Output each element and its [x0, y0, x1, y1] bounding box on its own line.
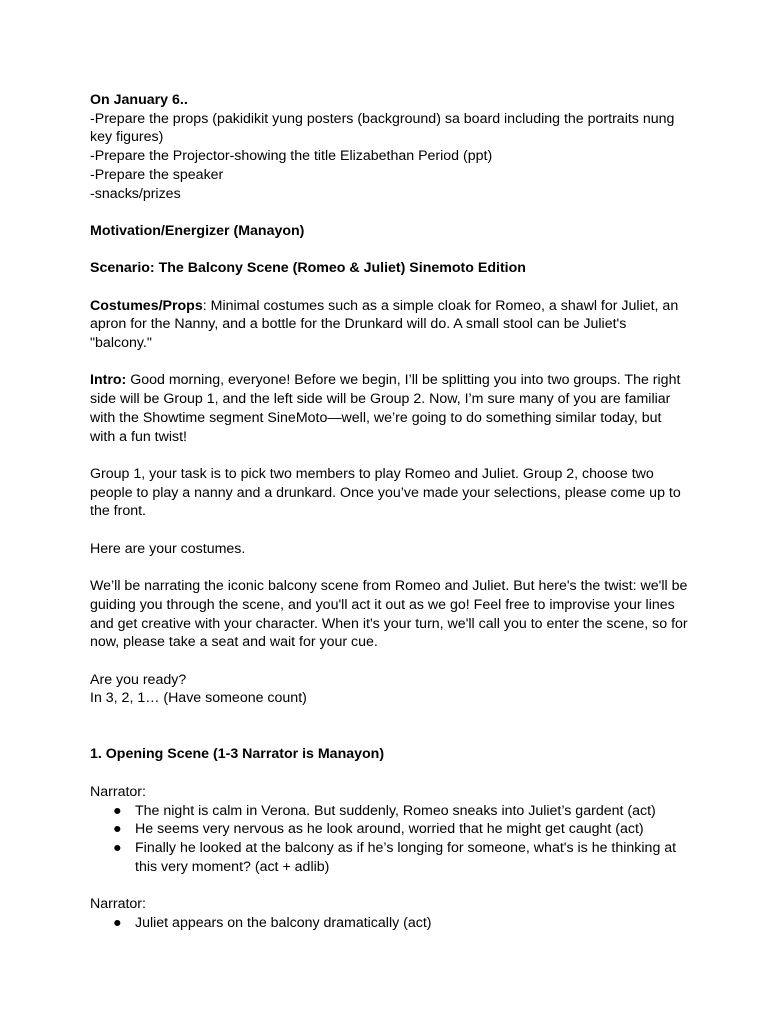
costumes-label: Costumes/Props [90, 297, 203, 314]
bullet-icon: ● [113, 802, 122, 819]
intro-paragraph [90, 371, 690, 446]
narrator-label-2: Narrator: [90, 896, 146, 913]
intro-text: Good morning, everyone! Before we begin, I’ll be splitting you into two groups. The right side will be Group 1, and the left side will be Group 2. Now, I’m sure many of you are familiar with the Showtime segment SineMoto—well, we’re going to do something similar today, but with a fun twist! [90, 372, 681, 445]
narrating-paragraph: We’ll be narrating the iconic balcony scene from Romeo and Juliet. But here's the twist: we'll be guiding you through the scene, and you'll act it out as we go! Feel free to improvise your lines and get creative with your character. When it's your turn, we'll call you to enter the scene, so for now, please take a seat and wait for your cue. [90, 578, 688, 651]
costumes-paragraph [90, 297, 690, 353]
list-item: ● The night is calm in Verona. But suddenly, Romeo sneaks into Juliet’s gardent (act) [113, 802, 656, 819]
ready-count: In 3, 2, 1… (Have someone count) [90, 690, 307, 707]
bullet-icon: ● [113, 914, 122, 931]
list-item: ● Finally he looked at the balcony as if he’s longing for someone, what's is he thinking at this very moment? (act + adlib) [113, 839, 677, 875]
intro-label: Intro: [90, 372, 127, 389]
jan6-line-speaker: -Prepare the speaker [90, 166, 224, 183]
bullet-icon: ● [113, 821, 122, 838]
costumes-line: Here are your costumes. [90, 540, 246, 557]
bullet-icon: ● [113, 839, 122, 856]
ready-question: Are you ready? [90, 671, 187, 688]
list-item: ● Juliet appears on the balcony dramatically (act) [113, 914, 432, 931]
scenario-heading: Scenario: The Balcony Scene (Romeo & Juliet) Sinemoto Edition [90, 260, 526, 277]
narrator-label-1: Narrator: [90, 783, 146, 800]
jan6-heading: On January 6.. [90, 92, 188, 108]
document-page [90, 91, 690, 932]
jan6-line-projector: -Prepare the Projector-showing the title Elizabethan Period (ppt) [90, 148, 493, 165]
jan6-line-props: -Prepare the props (pakidikit yung posters (background) sa board including the portraits nung key figures) [90, 110, 675, 146]
opening-scene-heading: 1. Opening Scene (1-3 Narrator is Manayon) [90, 746, 385, 763]
jan6-line-snacks: -snacks/prizes [90, 185, 181, 202]
motivation-heading: Motivation/Energizer (Manayon) [90, 222, 305, 239]
list-item: ● He seems very nervous as he look around, worried that he might get caught (act) [113, 821, 644, 838]
narrator-list-2 [90, 914, 690, 933]
costumes-text: : Minimal costumes such as a simple cloak for Romeo, a shawl for Juliet, an apron for the Nanny, and a bottle for the Drunkard will do. A small stool can be Juliet's "balcony." [90, 297, 679, 352]
groups-paragraph: Group 1, your task is to pick two members to play Romeo and Juliet. Group 2, choose two people to play a nanny and a drunkard. Once you’ve made your selections, please come up to the front. [90, 465, 681, 520]
narrator-list-1 [90, 802, 690, 877]
